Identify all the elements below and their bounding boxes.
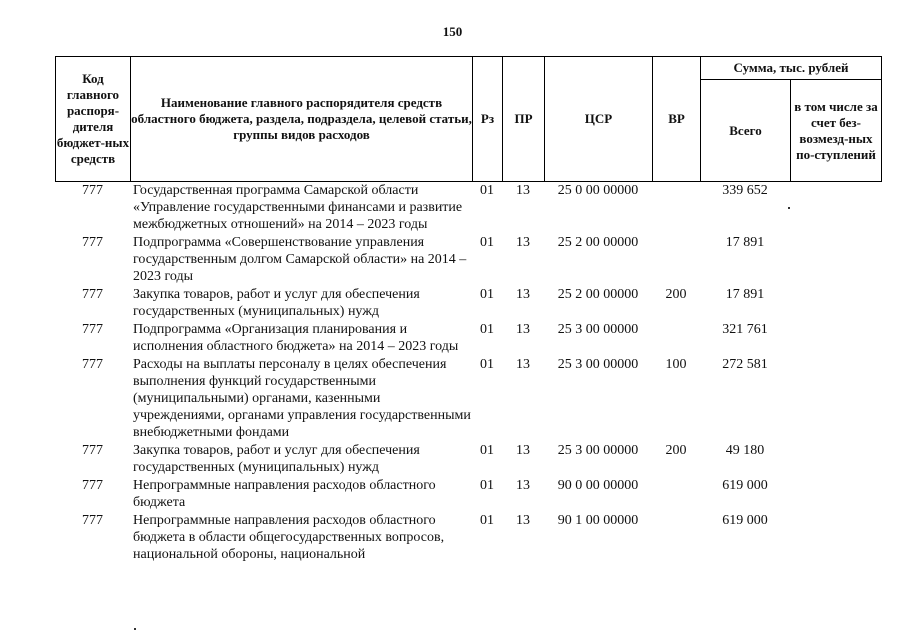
- row-code: 777: [82, 357, 103, 372]
- row-gratis: [790, 442, 881, 477]
- row-gratis: [790, 477, 881, 512]
- row-rz: 01: [480, 235, 494, 250]
- row-total: 17 891: [725, 287, 765, 302]
- row-rz: 01: [480, 322, 494, 337]
- row-name: Подпрограмма «Организация планирования и исполнения областного бюджета» на 2014 – 2023 годы: [133, 322, 459, 354]
- row-total: 321 761: [722, 322, 768, 337]
- row-code: 777: [82, 443, 103, 458]
- row-total: 339 652: [722, 183, 768, 198]
- row-csr: 90 1 00 00000: [557, 513, 639, 528]
- table-row: [55, 321, 881, 356]
- row-name: Непрограммные направления расходов областного бюджета: [133, 478, 436, 510]
- header-total: Всего: [701, 80, 791, 182]
- row-vr: 200: [665, 287, 687, 302]
- row-vr: [652, 182, 700, 234]
- header-pr: ПР: [503, 57, 545, 182]
- row-pr: 13: [516, 357, 530, 372]
- row-pr: 13: [516, 478, 530, 493]
- row-name: Непрограммные направления расходов областного бюджета в области общегосударственных вопросов, национальной обороны, национальной: [133, 513, 445, 562]
- row-name: Подпрограмма «Совершенствование управления государственным долгом Самарской области» на 2014 – 2023 годы: [133, 235, 467, 284]
- row-rz: 01: [480, 513, 494, 528]
- header-vr: ВР: [653, 57, 701, 182]
- row-gratis: [790, 512, 881, 564]
- row-csr: 25 2 00 00000: [557, 287, 639, 302]
- header-gratis: в том числе за счет без-возмезд-ных по-ступлений: [791, 80, 882, 182]
- header-name: Наименование главного распорядителя средств областного бюджета, раздела, подраздела, целевой статьи, группы видов расходов: [131, 57, 473, 182]
- row-csr: 25 0 00 00000: [557, 183, 639, 198]
- table-row: [55, 512, 881, 564]
- row-gratis: [790, 182, 881, 234]
- table-row: [55, 356, 881, 442]
- row-rz: 01: [480, 443, 494, 458]
- row-pr: 13: [516, 235, 530, 250]
- header-sum: Сумма, тыс. рублей: [701, 57, 882, 80]
- row-gratis: [790, 286, 881, 321]
- table-row: [55, 442, 881, 477]
- row-pr: 13: [516, 513, 530, 528]
- table-row: [55, 477, 881, 512]
- row-name: Расходы на выплаты персоналу в целях обеспечения выполнения функций государственными (муниципальными) органами, казенными учреждениями, органами управления государственными внебюджетными фондами: [133, 357, 471, 440]
- row-gratis: [790, 356, 881, 442]
- row-rz: 01: [480, 357, 494, 372]
- page-number: 150: [442, 24, 463, 39]
- row-rz: 01: [480, 287, 494, 302]
- row-pr: 13: [516, 287, 530, 302]
- row-csr: 25 3 00 00000: [557, 322, 639, 337]
- row-pr: 13: [516, 443, 530, 458]
- row-vr: [652, 477, 700, 512]
- row-code: 777: [82, 322, 103, 337]
- row-code: 777: [82, 478, 103, 493]
- header-csr: ЦСР: [545, 57, 653, 182]
- header-code: Код главного распоря-дителя бюджет-ных средств: [56, 57, 131, 182]
- row-gratis: [790, 234, 881, 286]
- row-rz: 01: [480, 478, 494, 493]
- row-pr: 13: [516, 322, 530, 337]
- budget-table: [55, 182, 881, 564]
- row-pr: 13: [516, 183, 530, 198]
- row-name: Закупка товаров, работ и услуг для обеспечения государственных (муниципальных) нужд: [133, 443, 420, 475]
- row-csr: 25 2 00 00000: [557, 235, 639, 250]
- scan-mark: [134, 628, 136, 630]
- row-total: 619 000: [722, 513, 768, 528]
- row-code: 777: [82, 287, 103, 302]
- row-total: 272 581: [722, 357, 768, 372]
- row-code: 777: [82, 183, 103, 198]
- table-row: [55, 286, 881, 321]
- row-total: 49 180: [725, 443, 765, 458]
- row-vr: [652, 234, 700, 286]
- table-row: [55, 182, 881, 234]
- row-total: 17 891: [725, 235, 765, 250]
- row-rz: 01: [480, 183, 494, 198]
- row-total: 619 000: [722, 478, 768, 493]
- row-vr: [652, 512, 700, 564]
- row-vr: 200: [665, 443, 687, 458]
- row-csr: 90 0 00 00000: [557, 478, 639, 493]
- row-csr: 25 3 00 00000: [557, 357, 639, 372]
- row-code: 777: [82, 513, 103, 528]
- row-vr: 100: [665, 357, 687, 372]
- row-name: Закупка товаров, работ и услуг для обеспечения государственных (муниципальных) нужд: [133, 287, 420, 319]
- row-code: 777: [82, 235, 103, 250]
- row-name: Государственная программа Самарской области «Управление государственными финансами и развитие межбюджетных отношений» на 2014 – 2023 годы: [133, 183, 463, 232]
- header-rz: Рз: [473, 57, 503, 182]
- scan-mark: [788, 207, 790, 209]
- row-vr: [652, 321, 700, 356]
- row-csr: 25 3 00 00000: [557, 443, 639, 458]
- row-gratis: [790, 321, 881, 356]
- table-row: [55, 234, 881, 286]
- table-header: [55, 56, 882, 182]
